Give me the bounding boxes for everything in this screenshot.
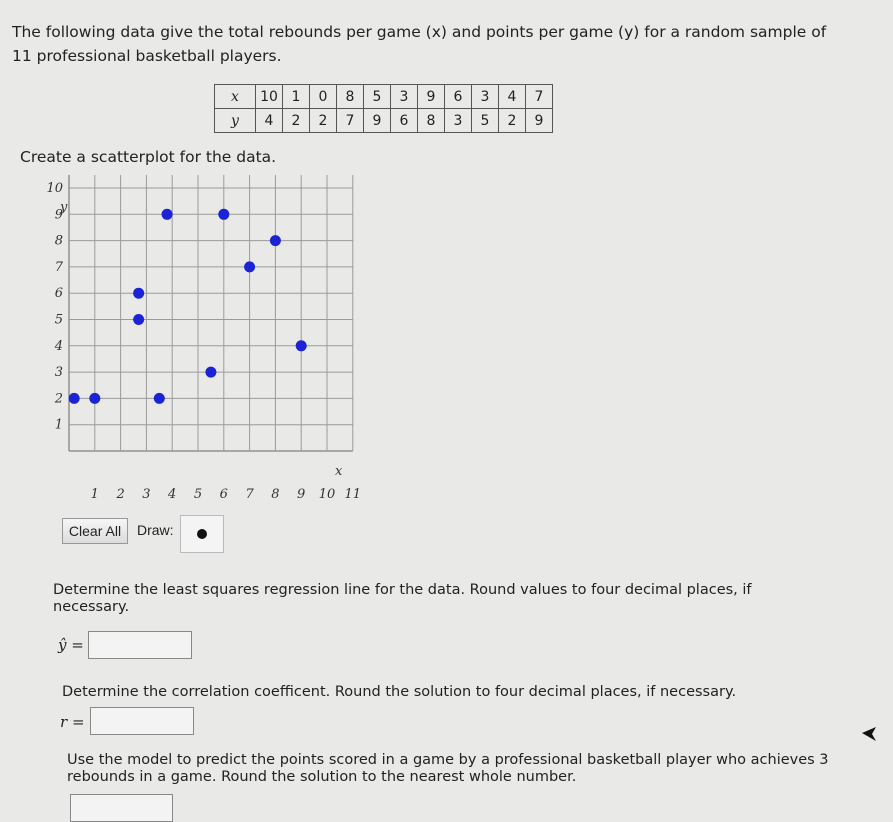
data-point[interactable] (296, 340, 307, 351)
y-tick-label: 2 (54, 391, 63, 407)
y-tick-label: 4 (54, 338, 63, 354)
x-tick-label: 10 (318, 487, 336, 502)
y-axis-label: y (60, 200, 68, 215)
y-value-cell: 2 (310, 109, 337, 133)
plot-grid (69, 175, 353, 451)
x-value-cell: 6 (445, 85, 472, 109)
data-point[interactable] (162, 209, 173, 220)
y-value-cell: 3 (445, 109, 472, 133)
y-value-cell: 2 (499, 109, 526, 133)
prediction-question (67, 752, 829, 786)
data-table (214, 84, 553, 133)
y-value-cell: 7 (337, 109, 364, 133)
x-tick-label: 4 (168, 487, 177, 502)
y-tick-label: 1 (54, 417, 63, 433)
scatterplot-title: Create a scatterplot for the data. (20, 148, 277, 166)
x-value-cell: 8 (337, 85, 364, 109)
x-value-cell: 5 (364, 85, 391, 109)
x-value-cell: 7 (526, 85, 553, 109)
x-value-cell: 3 (391, 85, 418, 109)
x-header: x (215, 85, 256, 109)
data-point[interactable] (154, 393, 165, 404)
x-tick-label: 6 (219, 487, 228, 502)
x-value-cell: 10 (256, 85, 283, 109)
y-tick-label: 9 (54, 207, 63, 223)
x-tick-label: 5 (193, 487, 203, 502)
x-value-cell: 0 (310, 85, 337, 109)
draw-point-tool[interactable] (180, 515, 224, 553)
data-point[interactable] (205, 367, 216, 378)
x-tick-label: 3 (142, 487, 151, 502)
data-points (69, 209, 307, 404)
y-value-cell: 2 (283, 109, 310, 133)
x-axis-label: x (335, 464, 343, 479)
x-tick-labels (91, 487, 361, 502)
data-point[interactable] (244, 261, 255, 272)
data-point[interactable] (133, 288, 144, 299)
data-point[interactable] (89, 393, 100, 404)
x-tick-label: 2 (116, 487, 125, 502)
point-tool-icon (197, 529, 207, 539)
x-value-cell: 1 (283, 85, 310, 109)
correlation-question: Determine the correlation coefficent. Round the solution to four decimal places, if necessary. (62, 684, 737, 700)
regression-answer-input[interactable] (88, 631, 192, 659)
problem-statement (12, 20, 832, 68)
prediction-answer-input[interactable] (70, 794, 173, 822)
y-value-cell: 5 (472, 109, 499, 133)
y-tick-label: 5 (54, 312, 63, 328)
y-value-cell: 9 (526, 109, 553, 133)
data-point[interactable] (270, 235, 281, 246)
x-row (215, 85, 553, 109)
problem-line-1: The following data give the total rebounds per game (x) and points per game (y) for a random sample of (12, 23, 827, 41)
cursor-arrow-icon (860, 725, 880, 743)
r-label: r = (60, 713, 85, 731)
x-value-cell: 9 (418, 85, 445, 109)
prediction-question-line-2: rebounds in a game. Round the solution to the nearest whole number. (67, 769, 577, 785)
y-row (215, 109, 553, 133)
y-value-cell: 4 (256, 109, 283, 133)
clear-all-button[interactable]: Clear All (62, 518, 128, 544)
x-value-cell: 4 (499, 85, 526, 109)
problem-line-2: 11 professional basketball players. (12, 47, 282, 65)
y-tick-label: 8 (54, 233, 63, 249)
scatterplot-canvas[interactable] (0, 175, 380, 510)
y-tick-label: 6 (54, 286, 63, 302)
x-value-cell: 3 (472, 85, 499, 109)
y-value-cell: 9 (364, 109, 391, 133)
y-tick-label: 3 (54, 365, 63, 381)
y-value-cell: 8 (418, 109, 445, 133)
y-value-cell: 6 (391, 109, 418, 133)
draw-label: Draw: (137, 522, 174, 538)
prediction-question-line-1: Use the model to predict the points scored in a game by a professional basketball player who achieves 3 (67, 752, 829, 768)
x-tick-label: 8 (271, 487, 280, 502)
regression-question-line-1: Determine the least squares regression line for the data. Round values to four decimal places, if (53, 582, 752, 598)
x-tick-label: 1 (90, 487, 99, 502)
x-tick-label: 7 (245, 487, 254, 502)
data-point[interactable] (133, 314, 144, 325)
regression-question-line-2: necessary. (53, 599, 130, 615)
y-tick-label: 7 (54, 259, 63, 275)
correlation-answer-input[interactable] (90, 707, 194, 735)
y-tick-label: 10 (46, 181, 63, 196)
x-tick-label: 11 (344, 487, 362, 502)
x-tick-label: 9 (297, 487, 306, 502)
data-point[interactable] (218, 209, 229, 220)
data-point[interactable] (69, 393, 80, 404)
y-hat-label: ŷ = (58, 636, 84, 654)
y-header: y (215, 109, 256, 133)
regression-question (53, 582, 752, 616)
